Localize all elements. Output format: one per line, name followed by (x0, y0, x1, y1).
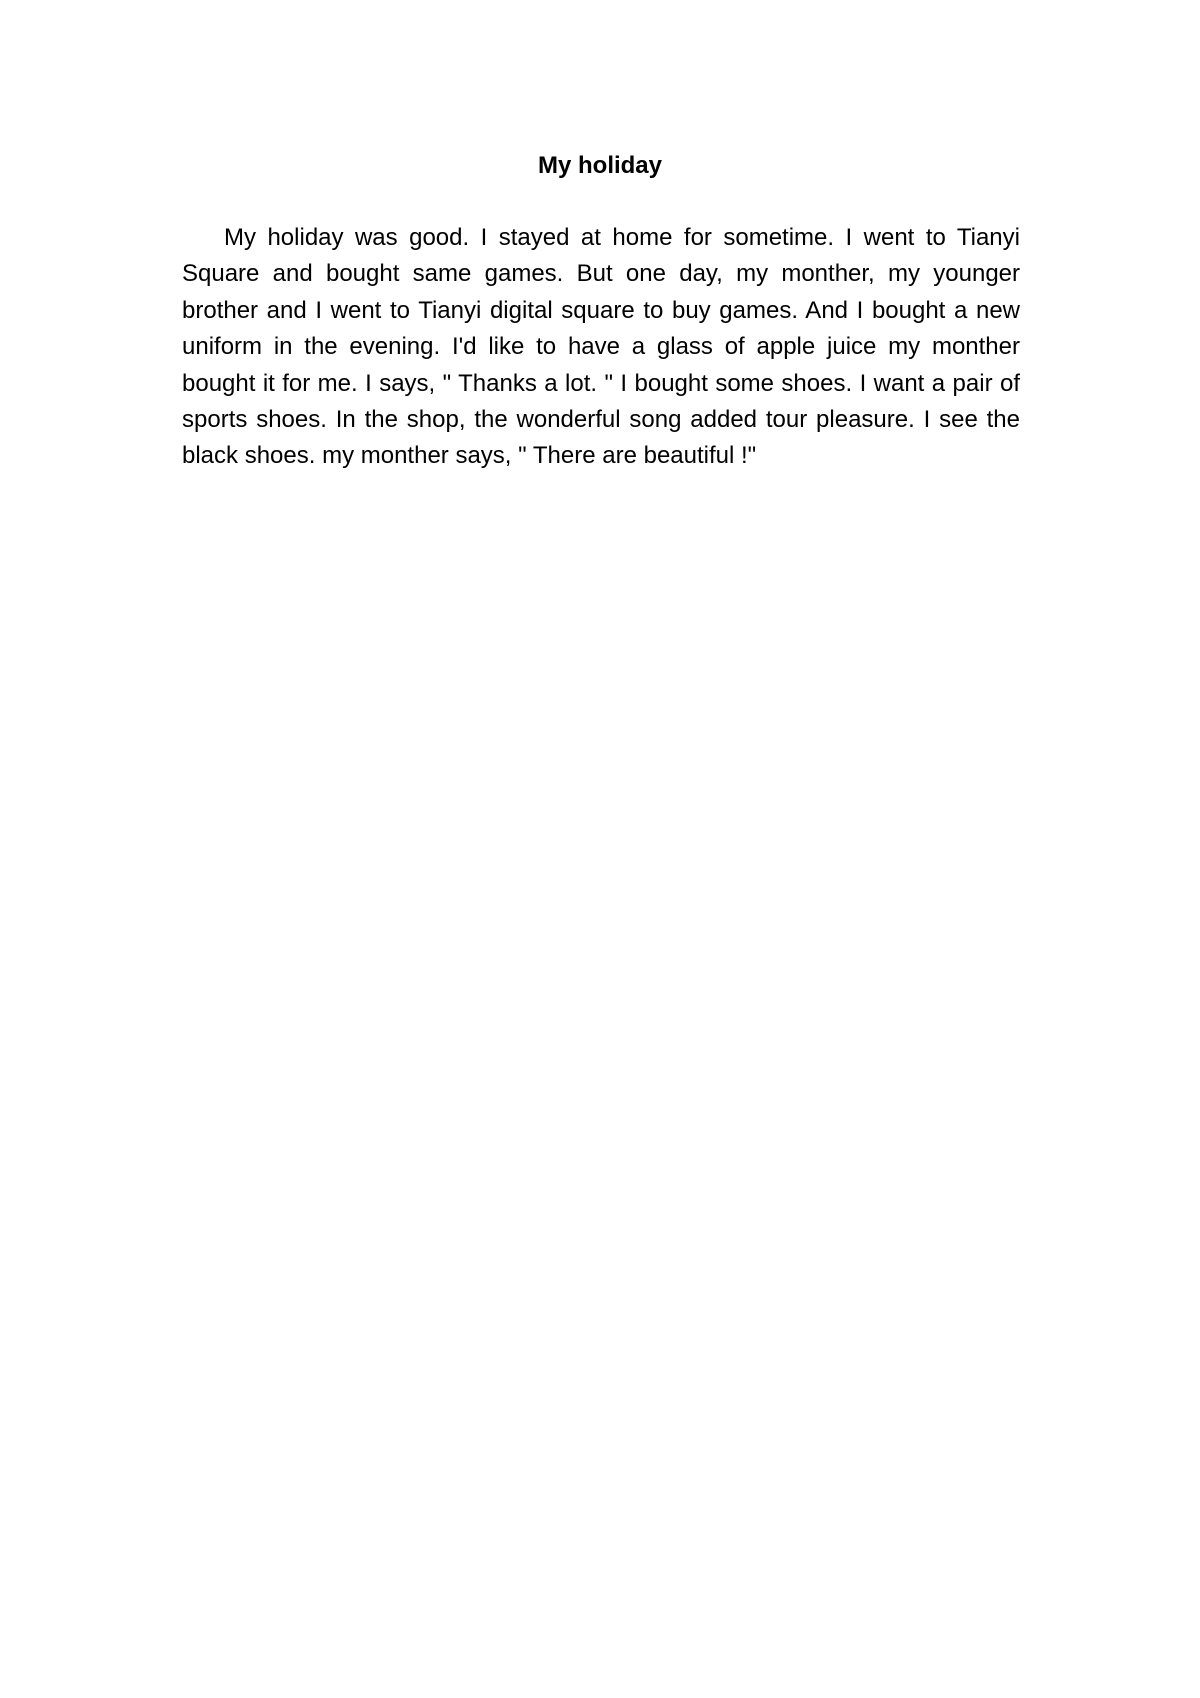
document-title: My holiday (537, 152, 663, 179)
document-paragraph: My holiday was good. I stayed at home for sometime. I went to Tianyi Square and bought same games. But one day, my monther, my younger brother and I went to Tianyi digital square to buy games. And I bought a new uniform in the evening. I'd like to have a glass of apple juice my monther bought it for me. I says, " Thanks a lot. " I bought some shoes. I want a pair of sports shoes. In the shop, the wonderful song added tour pleasure. I see the black shoes. my monther says, " There are beautiful !" (182, 224, 1020, 470)
